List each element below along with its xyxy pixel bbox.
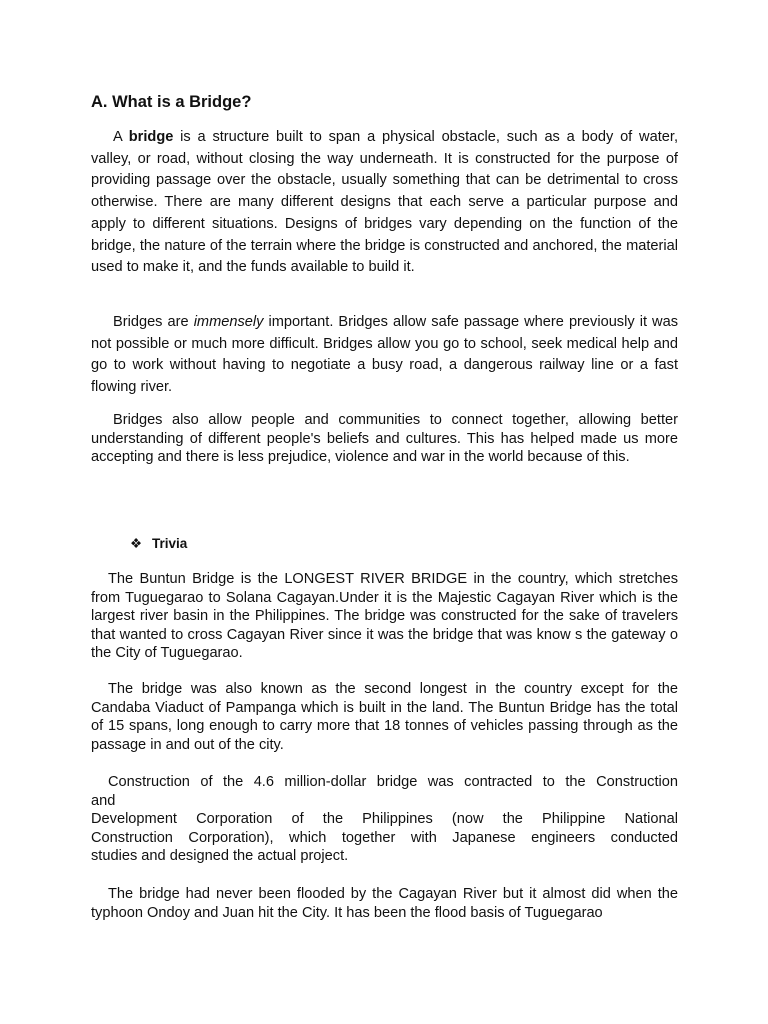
construction-line: Construction Corporation), which together with Japanese engineers conducted: [91, 829, 678, 846]
construction-line: studies and designed the actual project.: [91, 848, 349, 865]
construction-line: Construction of the 4.6 million-dollar bridge was contracted to the Construction: [108, 774, 678, 790]
importance-paragraph: [91, 312, 678, 399]
trivia-heading: [130, 536, 187, 552]
definition-text: is a structure built to span a physical obstacle, such as a body of water, valley, or road, without closing the way underneath. It is constructed for the purpose of providing passage over the obstacle, usually something that can be detrimental to cross otherwise. There are many different designs that each serve a particular purpose and apply to different situations. Designs of bridges vary depending on the function of the bridge, the nature of the terrain where the bridge is constructed and anchored, the material used to make it, and the funds available to build it.: [91, 129, 678, 276]
trivia-title: Trivia: [152, 536, 188, 551]
trivia-paragraph-longest: The Buntun Bridge is the LONGEST RIVER BRIDGE in the country, which stretches from Tuguegarao to Solana Cagayan.Under it is the Majestic Cagayan River which is the largest river basin in the Philippines. The bridge was constructed for the sake of travelers that wanted to cross Cagayan River since it was the bridge that was know s the gateway o the City of Tuguegarao.: [91, 571, 678, 662]
section-heading: A. What is a Bridge?: [91, 93, 252, 111]
bridge-term: bridge: [128, 129, 174, 145]
trivia-paragraph-construction: [91, 773, 678, 866]
construction-line: Development Corporation of the Philippines (now the Philippine National: [91, 811, 678, 828]
community-paragraph: Bridges also allow people and communities to connect together, allowing better understanding of different people's beliefs and cultures. This has helped made us more accepting and there is less prejudice, violence and war in the world because of this.: [91, 412, 678, 465]
construction-line: and: [91, 792, 116, 809]
trivia-paragraph-flood: The bridge had never been flooded by the Cagayan River but it almost did when the typhoon Ondoy and Juan hit the City. It has been the flood basis of Tuguegarao: [91, 886, 678, 921]
trivia-paragraph-second-longest: The bridge was also known as the second longest in the country except for the Candaba Viaduct of Pampanga which is built in the land. The Buntun Bridge has the total of 15 spans, long enough to carry more that 18 tonnes of vehicles passing through as the passage in and out of the city.: [91, 681, 678, 753]
definition-lead: A: [113, 129, 129, 145]
importance-lead: Bridges are: [113, 314, 194, 330]
definition-paragraph: [91, 127, 678, 279]
diamond-bullet-icon: ❖: [130, 536, 143, 551]
importance-text: important. Bridges allow safe passage where previously it was not possible or much more difficult. Bridges allow you go to school, seek medical help and go to work without having to negotiate a busy road, a dangerous railway line or a fast flowing river.: [91, 314, 678, 396]
immensely-emphasis: immensely: [193, 314, 264, 330]
